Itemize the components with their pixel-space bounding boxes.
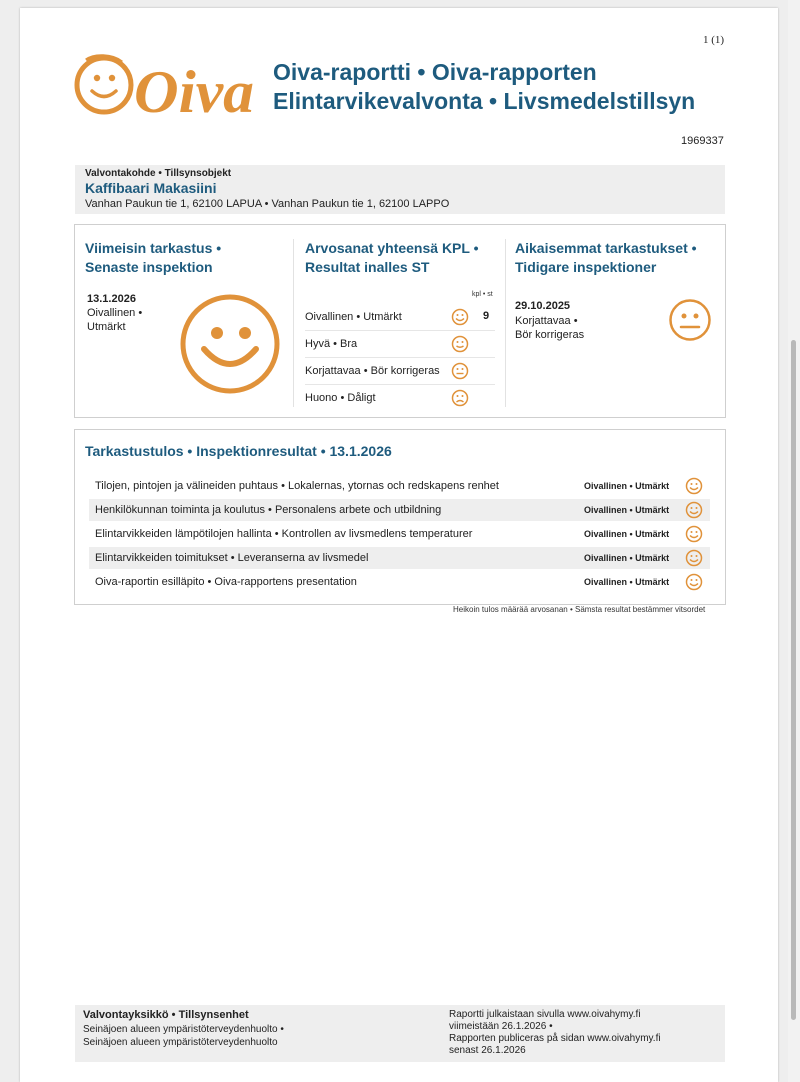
grade-row-needs-correction: Korjattavaa • Bör korrigeras — [305, 358, 495, 385]
report-title — [273, 58, 695, 116]
summary-panel — [74, 224, 726, 418]
grade-row-excellent: Oivallinen • Utmärkt 9 — [305, 304, 495, 331]
scrollbar-thumb[interactable] — [791, 340, 796, 1020]
result-row: Oiva-raportin esilläpito • Oiva-rapportens presentation Oivallinen • Utmärkt — [89, 571, 710, 593]
latest-inspection-grade: Oivallinen • Utmärkt — [87, 307, 143, 333]
count-header: kpl • st — [472, 291, 493, 298]
inspection-object — [75, 165, 725, 214]
supervision-unit-name: Seinäjoen alueen ympäristöterveydenhuolto • Seinäjoen alueen ympäristöterveydenhuolto — [83, 1024, 284, 1048]
latest-inspection-date: 13.1.2026 — [87, 293, 136, 305]
result-row: Elintarvikkeiden toimitukset • Leveranserna av livsmedel Oivallinen • Utmärkt — [89, 547, 710, 569]
smiley-excellent-icon — [451, 308, 469, 326]
smiley-excellent-icon — [685, 525, 703, 543]
object-address: Vanhan Paukun tie 1, 62100 LAPUA • Vanhan Paukun tie 1, 62100 LAPPO — [85, 198, 450, 210]
scrollbar-track[interactable] — [788, 0, 800, 1082]
page-number: 1 (1) — [703, 34, 725, 46]
document-id: 1969337 — [681, 135, 724, 147]
grade-row-poor: Huono • Dåligt — [305, 385, 495, 411]
result-row: Elintarvikkeiden lämpötilojen hallinta • Kontrollen av livsmedlens temperaturer Oivallinen • Utmärkt — [89, 523, 710, 545]
previous-inspections-title: Aikaisemmat tarkastukset • Tidigare inspektioner — [515, 240, 697, 275]
inspection-results-panel — [74, 429, 726, 605]
result-row: Tilojen, pintojen ja välineiden puhtaus • Lokalernas, ytornas och redskapens renhet Oivallinen • Utmärkt — [89, 475, 710, 497]
grade-row-good: Hyvä • Bra — [305, 331, 495, 358]
column-divider — [505, 239, 506, 407]
results-title: Tarkastustulos • Inspektionresultat • 13.1.2026 — [85, 443, 392, 459]
grading-note: Heikoin tulos määrää arvosanan • Sämsta resultat bestämmer vitsordet — [453, 605, 706, 614]
title-line-2: Elintarvikevalvonta • Livsmedelstillsyn — [273, 88, 696, 114]
smiley-excellent-icon — [685, 549, 703, 567]
latest-inspection-title: Viimeisin tarkastus • Senaste inspektion — [85, 240, 222, 275]
smiley-good-icon — [451, 335, 469, 353]
logo-smiley-o-icon — [77, 56, 131, 112]
grade-count: 9 — [483, 310, 490, 322]
smiley-neutral-icon — [451, 362, 469, 380]
publication-info: Raportti julkaistaan sivulla www.oivahymy.fi viimeistään 26.1.2026 • Rapporten publiceras på sidan www.oivahymy.fi senast 26.1.2026 — [449, 1009, 661, 1056]
result-row: Henkilökunnan toiminta ja koulutus • Personalens arbete och utbildning Oivallinen • Utmärkt — [89, 499, 710, 521]
logo-text: Oiva — [134, 59, 254, 122]
grades-total-title: Arvosanat yhteensä KPL • Resultat inalles ST — [305, 240, 479, 275]
column-divider — [293, 239, 294, 407]
report-footer — [75, 1005, 725, 1062]
object-name: Kaffibaari Makasiini — [85, 180, 217, 196]
smiley-big-icon — [179, 293, 281, 395]
object-label: Valvontakohde • Tillsynsobjekt — [85, 168, 232, 179]
smiley-excellent-icon — [685, 573, 703, 591]
smiley-sad-icon — [451, 389, 469, 407]
smiley-excellent-icon — [685, 501, 703, 519]
oiva-logo — [72, 52, 257, 122]
previous-inspection-date: 29.10.2025 — [515, 300, 571, 312]
smiley-excellent-icon — [685, 477, 703, 495]
supervision-unit-title: Valvontayksikkö • Tillsynsenhet — [83, 1009, 249, 1021]
previous-inspection-grade: Korjattavaa • Bör korrigeras — [515, 315, 585, 341]
title-line-1: Oiva-raportti • Oiva-rapporten — [273, 59, 597, 85]
neutral-face-icon — [668, 298, 712, 342]
